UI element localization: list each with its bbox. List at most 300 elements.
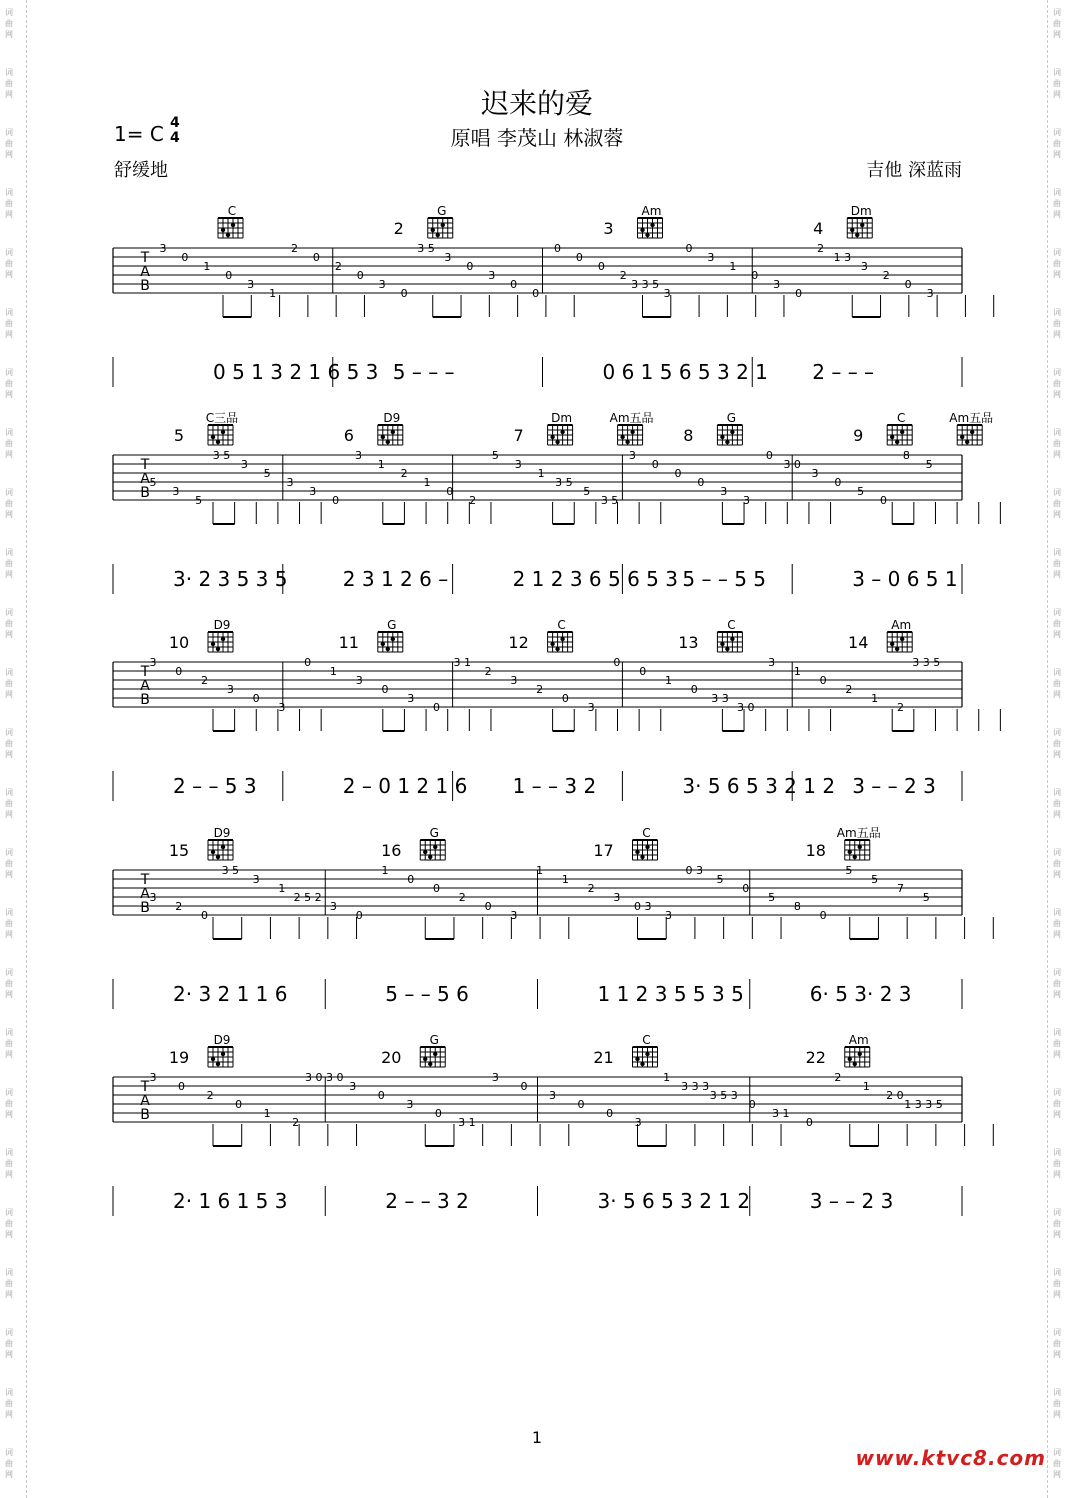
fret-number: 0 xyxy=(433,882,441,895)
chord-finger-dot xyxy=(848,850,852,854)
fret-number: 3 xyxy=(149,891,157,904)
fret-number: 2 5 2 xyxy=(293,891,322,904)
chord-finger-dot xyxy=(855,233,859,237)
chord-finger-dot xyxy=(555,647,559,651)
chord-finger-dot xyxy=(850,228,854,232)
watermark-char: 网 xyxy=(5,870,13,879)
watermark-char: 曲 xyxy=(5,739,13,748)
jianpu-notation: 6· 5 3· 2 3 xyxy=(809,982,912,1006)
watermark-char: 网 xyxy=(5,1410,13,1419)
fret-number: 0 xyxy=(554,242,561,255)
measure-number: 20 xyxy=(381,1048,402,1067)
chord-name: C xyxy=(557,618,566,632)
fret-number: 3 xyxy=(349,1080,357,1093)
watermark-char: 网 xyxy=(1053,1290,1061,1299)
fret-number: 1 xyxy=(269,287,277,300)
chord-name: Dm xyxy=(850,204,872,218)
watermark-char: 词 xyxy=(1053,1448,1061,1457)
fret-number: 3 5 xyxy=(555,476,573,489)
watermark-char: 词 xyxy=(5,1268,13,1277)
jianpu-notation: 3· 5 6 5 3 2 1 2 xyxy=(682,774,836,798)
fret-number: 0 xyxy=(819,909,827,922)
watermark-char: 曲 xyxy=(5,859,13,868)
fret-number: 2 xyxy=(817,242,824,255)
watermark-char: 曲 xyxy=(1053,859,1061,868)
watermark-char: 曲 xyxy=(1053,139,1061,148)
watermark-char: 词 xyxy=(1053,1208,1061,1217)
jianpu-notation: 2 – – – xyxy=(812,360,875,384)
fret-number: 3 xyxy=(587,701,595,714)
chord-name: C xyxy=(227,204,237,218)
chord-finger-dot xyxy=(428,1062,432,1066)
chord-finger-dot xyxy=(216,1062,220,1066)
watermark-char: 网 xyxy=(1053,30,1061,39)
chord-finger-dot xyxy=(860,223,864,227)
watermark-char: 网 xyxy=(1053,390,1061,399)
fret-number: 0 xyxy=(381,683,389,696)
watermark-char: 网 xyxy=(5,30,13,39)
watermark-char: 网 xyxy=(5,810,13,819)
fret-number: 0 xyxy=(834,476,842,489)
watermark-char: 网 xyxy=(1053,1110,1061,1119)
fret-number: 3 xyxy=(309,485,317,498)
watermark-char: 网 xyxy=(1053,570,1061,579)
fret-number: 3 xyxy=(811,467,819,480)
chord-finger-dot xyxy=(900,637,904,641)
fret-number: 0 xyxy=(805,1116,813,1129)
singers: 原唱 李茂山 林淑蓉 xyxy=(450,126,624,150)
fret-number: 2 xyxy=(845,683,853,696)
fret-number: 0 xyxy=(613,656,621,669)
watermark-char: 词 xyxy=(1053,1388,1061,1397)
fret-number: 0 xyxy=(510,278,518,291)
fret-number: 7 xyxy=(896,882,904,895)
chord-finger-dot xyxy=(423,850,427,854)
watermark-char: 词 xyxy=(5,548,13,557)
chord-finger-dot xyxy=(965,440,969,444)
fret-number: 2 xyxy=(469,494,477,507)
measure-number: 7 xyxy=(513,426,524,445)
fret-number: 5 xyxy=(716,873,724,886)
fret-number: 1 xyxy=(793,665,801,678)
fret-number: 0 xyxy=(674,467,682,480)
watermark-char: 网 xyxy=(5,450,13,459)
watermark-char: 词 xyxy=(1053,908,1061,917)
chord-finger-dot xyxy=(560,430,564,434)
watermark-char: 曲 xyxy=(5,379,13,388)
watermark-char: 曲 xyxy=(5,499,13,508)
fret-number: 2 xyxy=(400,467,408,480)
fret-number: 0 xyxy=(597,260,605,273)
jianpu-notation: 3 – – 2 3 xyxy=(852,774,936,798)
fret-number: 3 xyxy=(252,873,260,886)
fret-number: 3 3 xyxy=(711,692,729,705)
jianpu-notation: 3 – 0 6 5 1 xyxy=(852,567,958,591)
watermark-char: 词 xyxy=(5,488,13,497)
fret-number: 3 5 xyxy=(417,242,435,255)
watermark-char: 词 xyxy=(5,1448,13,1457)
watermark-char: 词 xyxy=(5,68,13,77)
watermark-char: 曲 xyxy=(1053,1099,1061,1108)
fret-number: 3 xyxy=(159,242,167,255)
chord-finger-dot xyxy=(560,637,564,641)
watermark-char: 网 xyxy=(5,510,13,519)
song-title: 迟来的爱 xyxy=(480,87,593,120)
chord-finger-dot xyxy=(381,435,385,439)
tab-clef-letter: B xyxy=(140,692,150,708)
watermark-char: 词 xyxy=(1053,728,1061,737)
tab-clef-letter: T xyxy=(140,664,150,680)
chord-finger-dot xyxy=(720,642,724,646)
fret-number: 0 xyxy=(181,251,189,264)
chord-finger-dot xyxy=(386,647,390,651)
chord-finger-dot xyxy=(216,855,220,859)
fret-number: 0 xyxy=(765,449,773,462)
fret-number: 0 xyxy=(433,701,441,714)
jianpu-notation: 3· 5 6 5 3 2 1 2 xyxy=(597,1189,751,1213)
fret-number: 2 xyxy=(292,1116,300,1129)
watermark-char: 词 xyxy=(5,428,13,437)
fret-number: 3 xyxy=(378,278,386,291)
watermark-char: 网 xyxy=(5,1110,13,1119)
fret-number: 3 xyxy=(860,260,868,273)
fret-number: 3 xyxy=(634,1116,642,1129)
jianpu-notation: 5 – – – xyxy=(392,360,455,384)
chord-finger-dot xyxy=(216,647,220,651)
watermark-char: 网 xyxy=(1053,450,1061,459)
chord-name: Dm xyxy=(551,411,573,425)
jianpu-notation: 3 – – 2 3 xyxy=(809,1189,894,1213)
fret-number: 0 xyxy=(175,665,183,678)
chord-finger-dot xyxy=(211,435,215,439)
watermark-char: 网 xyxy=(1053,810,1061,819)
watermark-char: 曲 xyxy=(5,1219,13,1228)
watermark-char: 网 xyxy=(1053,1410,1061,1419)
watermark-char: 曲 xyxy=(5,1339,13,1348)
measure-number: 8 xyxy=(683,426,694,445)
fret-number: 0 3 xyxy=(633,900,652,913)
tab-clef-letter: A xyxy=(140,1093,150,1109)
watermark-char: 曲 xyxy=(1053,1279,1061,1288)
chord-name: G xyxy=(437,204,447,218)
watermark-char: 网 xyxy=(1053,90,1061,99)
fret-number: 2 xyxy=(834,1071,842,1084)
chord-name: C xyxy=(897,411,906,425)
watermark-char: 网 xyxy=(5,690,13,699)
fret-number: 0 xyxy=(690,683,698,696)
watermark-char: 词 xyxy=(5,368,13,377)
watermark-char: 词 xyxy=(1053,368,1061,377)
fret-number: 2 xyxy=(536,683,544,696)
watermark-char: 曲 xyxy=(1053,259,1061,268)
fret-number: 0 xyxy=(819,674,827,687)
watermark-char: 网 xyxy=(5,150,13,159)
chord-name: D9 xyxy=(213,618,231,632)
chord-finger-dot xyxy=(895,440,899,444)
chord-finger-dot xyxy=(895,647,899,651)
fret-number: 1 xyxy=(536,864,544,877)
watermark-char: 曲 xyxy=(5,1099,13,1108)
chord-finger-dot xyxy=(640,855,644,859)
fret-number: 2 xyxy=(619,269,627,282)
fret-number: 1 3 xyxy=(833,251,852,264)
fret-number: 0 xyxy=(742,882,750,895)
watermark-char: 词 xyxy=(1053,1328,1061,1337)
watermark-char: 曲 xyxy=(5,79,13,88)
fret-number: 3 xyxy=(240,458,248,471)
fret-number: 3 xyxy=(743,494,751,507)
fret-number: 3 3 3 xyxy=(681,1080,710,1093)
watermark-char: 词 xyxy=(5,788,13,797)
chord-finger-dot xyxy=(725,647,729,651)
watermark-char: 词 xyxy=(1053,248,1061,257)
fret-number: 3 5 xyxy=(212,449,231,462)
chord-finger-dot xyxy=(853,855,857,859)
tab-clef-letter: A xyxy=(140,678,150,694)
fret-number: 0 xyxy=(356,269,364,282)
fret-number: 2 xyxy=(206,1089,214,1102)
jianpu-notation: 3· 2 3 5 3 5 xyxy=(173,567,288,591)
watermark-char: 词 xyxy=(5,8,13,17)
chord-finger-dot xyxy=(725,440,729,444)
chord-finger-dot xyxy=(720,435,724,439)
watermark-char: 网 xyxy=(1053,990,1061,999)
watermark-char: 词 xyxy=(5,1328,13,1337)
fret-number: 2 xyxy=(882,269,890,282)
fret-number: 1 xyxy=(663,1071,671,1084)
chord-finger-dot xyxy=(730,430,734,434)
watermark-char: 曲 xyxy=(5,319,13,328)
measure-number: 9 xyxy=(853,426,864,445)
chord-finger-dot xyxy=(645,233,649,237)
fret-number: 0 xyxy=(532,287,540,300)
chord-finger-dot xyxy=(550,642,554,646)
watermark-char: 词 xyxy=(5,908,13,917)
tab-clef-letter: B xyxy=(140,485,150,501)
fret-number: 3 1 xyxy=(772,1107,790,1120)
watermark-char: 网 xyxy=(1053,1050,1061,1059)
watermark-char: 网 xyxy=(5,750,13,759)
chord-finger-dot xyxy=(433,845,437,849)
fret-number: 3 xyxy=(663,287,671,300)
chord-finger-dot xyxy=(635,1057,639,1061)
fret-number: 3 0 3 0 xyxy=(304,1071,344,1084)
watermark-char: 词 xyxy=(5,668,13,677)
watermark-char: 曲 xyxy=(1053,1159,1061,1168)
chord-finger-dot xyxy=(960,435,964,439)
jianpu-notation: 2· 1 6 1 5 3 xyxy=(173,1189,288,1213)
jianpu-notation: 5 – – 5 5 xyxy=(682,567,767,591)
fret-number: 0 xyxy=(434,1107,442,1120)
fret-number: 0 xyxy=(651,458,659,471)
jianpu-notation: 5 – – 5 6 xyxy=(385,982,469,1006)
watermark-char: 词 xyxy=(5,128,13,137)
fret-number: 3 5 xyxy=(600,494,619,507)
chord-finger-dot xyxy=(858,845,862,849)
watermark-char: 曲 xyxy=(1053,739,1061,748)
tab-clef-letter: B xyxy=(140,1107,150,1123)
chord-finger-dot xyxy=(221,1052,225,1056)
fret-number: 3 xyxy=(664,909,672,922)
time-signature-top: 4 xyxy=(170,115,180,131)
fret-number: 0 xyxy=(577,1098,585,1111)
chord-finger-dot xyxy=(211,850,215,854)
fret-number: 3 xyxy=(172,485,180,498)
watermark-char: 词 xyxy=(1053,308,1061,317)
watermark-char: 词 xyxy=(1053,68,1061,77)
chord-finger-dot xyxy=(890,435,894,439)
watermark-char: 曲 xyxy=(5,439,13,448)
fret-number: 0 xyxy=(685,242,693,255)
fret-number: 3 0 xyxy=(783,458,801,471)
chord-finger-dot xyxy=(211,642,215,646)
chord-name: D9 xyxy=(213,1033,231,1047)
fret-number: 0 xyxy=(235,1098,243,1111)
fret-number: 3 xyxy=(510,674,518,687)
watermark-char: 词 xyxy=(5,1148,13,1157)
watermark-char: 曲 xyxy=(1053,199,1061,208)
fret-number: 0 xyxy=(697,476,705,489)
chord-finger-dot xyxy=(431,228,435,232)
measure-number: 11 xyxy=(338,633,359,652)
measure-number: 18 xyxy=(805,841,826,860)
measure-number: 22 xyxy=(805,1048,826,1067)
jianpu-notation: 2 1 2 3 6 5 6 5 3 xyxy=(512,567,678,591)
tempo-marking: 舒缓地 xyxy=(114,160,168,181)
chord-finger-dot xyxy=(428,855,432,859)
watermark-char: 网 xyxy=(1053,270,1061,279)
watermark-char: 曲 xyxy=(5,199,13,208)
fret-number: 3 5 xyxy=(221,864,240,877)
chord-finger-dot xyxy=(386,440,390,444)
fret-number: 1 xyxy=(278,882,286,895)
fret-number: 1 xyxy=(423,476,431,489)
watermark-char: 网 xyxy=(5,90,13,99)
fret-number: 2 xyxy=(458,891,466,904)
chord-finger-dot xyxy=(436,233,440,237)
watermark-char: 词 xyxy=(1053,428,1061,437)
fret-number: 0 xyxy=(795,287,803,300)
fret-number: 3 5 3 xyxy=(709,1089,738,1102)
chord-finger-dot xyxy=(211,1057,215,1061)
watermark-char: 网 xyxy=(5,990,13,999)
fret-number: 3 xyxy=(491,1071,499,1084)
chord-finger-dot xyxy=(391,637,395,641)
watermark-char: 网 xyxy=(5,630,13,639)
tab-clef-letter: B xyxy=(140,900,150,916)
chord-finger-dot xyxy=(423,1057,427,1061)
time-signature-bottom: 4 xyxy=(170,130,180,146)
key-signature: 1= C xyxy=(114,122,164,146)
watermark-char: 网 xyxy=(5,1230,13,1239)
page-number: 1 xyxy=(531,1428,543,1447)
watermark-char: 曲 xyxy=(1053,439,1061,448)
watermark-char: 曲 xyxy=(1053,19,1061,28)
watermark-char: 曲 xyxy=(1053,379,1061,388)
watermark-char: 曲 xyxy=(5,259,13,268)
watermark-char: 网 xyxy=(1053,330,1061,339)
measure-number: 17 xyxy=(593,841,614,860)
measure-number: 3 xyxy=(603,219,614,238)
fret-number: 5 xyxy=(857,485,865,498)
watermark-char: 网 xyxy=(1053,930,1061,939)
chord-name: G xyxy=(726,411,737,425)
chord-finger-dot xyxy=(848,1057,852,1061)
watermark-char: 词 xyxy=(5,188,13,197)
fret-number: 0 xyxy=(332,494,340,507)
watermark-char: 网 xyxy=(1053,690,1061,699)
chord-finger-dot xyxy=(391,430,395,434)
watermark-char: 词 xyxy=(5,728,13,737)
watermark-char: 词 xyxy=(1053,1148,1061,1157)
fret-number: 0 xyxy=(466,260,474,273)
fret-number: 2 xyxy=(334,260,342,273)
fret-number: 1 xyxy=(664,674,672,687)
jianpu-notation: 2 3 1 2 6 – xyxy=(342,567,449,591)
fret-number: 3 xyxy=(355,674,363,687)
fret-number: 1 xyxy=(871,692,879,705)
chord-finger-dot xyxy=(216,440,220,444)
fret-number: 2 xyxy=(587,882,595,895)
chord-finger-dot xyxy=(650,223,654,227)
watermark-char: 词 xyxy=(1053,968,1061,977)
watermark-char: 词 xyxy=(1053,8,1061,17)
watermark-char: 词 xyxy=(5,608,13,617)
chord-name: G xyxy=(429,826,439,840)
fret-number: 2 xyxy=(201,674,209,687)
watermark-char: 网 xyxy=(1053,1230,1061,1239)
watermark-char: 曲 xyxy=(1053,1339,1061,1348)
watermark-char: 曲 xyxy=(5,679,13,688)
watermark-char: 网 xyxy=(5,1170,13,1179)
chord-name: Am xyxy=(641,204,662,218)
fret-number: 0 xyxy=(880,494,888,507)
fret-number: 0 xyxy=(225,269,233,282)
fret-number: 0 xyxy=(201,909,209,922)
chord-finger-dot xyxy=(441,223,445,227)
watermark-char: 曲 xyxy=(1053,979,1061,988)
chord-name: G xyxy=(429,1033,439,1047)
watermark-char: 网 xyxy=(5,1290,13,1299)
tab-clef-letter: T xyxy=(140,250,150,266)
chord-finger-dot xyxy=(381,642,385,646)
watermark-char: 曲 xyxy=(5,979,13,988)
fret-number: 5 xyxy=(768,891,776,904)
watermark-char: 网 xyxy=(1053,870,1061,879)
watermark-char: 网 xyxy=(1053,210,1061,219)
fret-number: 0 3 xyxy=(685,864,704,877)
chord-finger-dot xyxy=(853,1062,857,1066)
fret-number: 0 xyxy=(446,485,454,498)
fret-number: 3 1 xyxy=(453,656,472,669)
fret-number: 3 1 xyxy=(458,1116,476,1129)
watermark-char: 曲 xyxy=(5,559,13,568)
fret-number: 3 xyxy=(768,656,776,669)
fret-number: 0 xyxy=(904,278,912,291)
watermark-char: 词 xyxy=(5,248,13,257)
watermark-char: 网 xyxy=(5,1470,13,1479)
fret-number: 0 xyxy=(606,1107,614,1120)
fret-number: 3 3 5 xyxy=(912,656,941,669)
chord-name: C三品 xyxy=(205,411,239,425)
fret-number: 3 xyxy=(444,251,452,264)
chord-name: Am五品 xyxy=(609,411,654,425)
watermark-char: 网 xyxy=(1053,750,1061,759)
fret-number: 2 xyxy=(175,900,183,913)
watermark-char: 曲 xyxy=(1053,919,1061,928)
measure-number: 12 xyxy=(508,633,529,652)
chord-finger-dot xyxy=(640,228,644,232)
